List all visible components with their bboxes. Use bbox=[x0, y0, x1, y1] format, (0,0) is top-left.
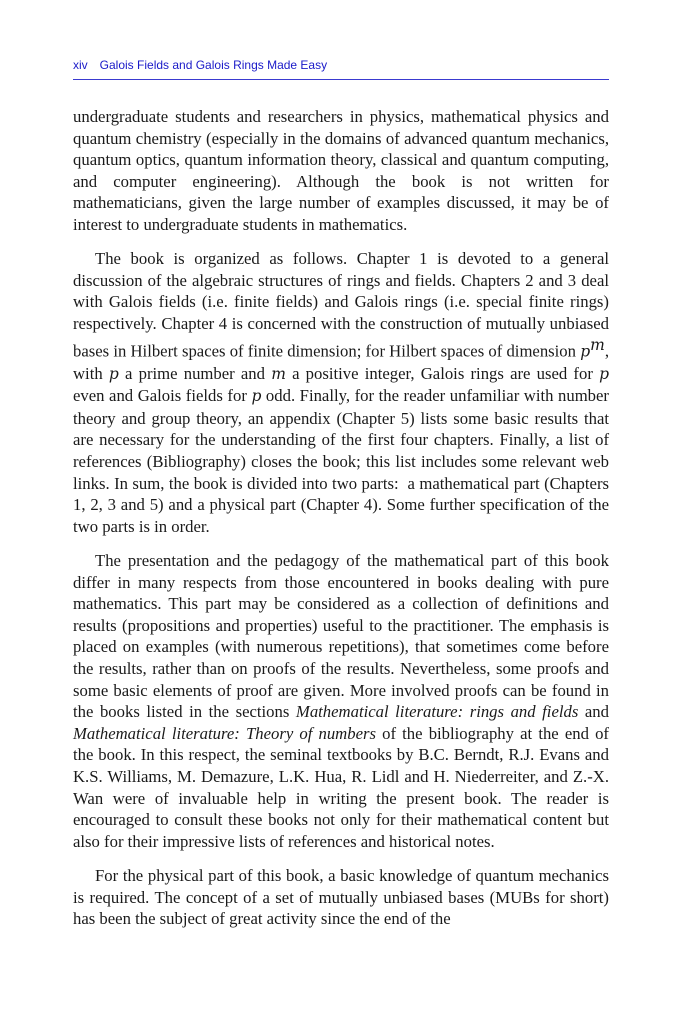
body-text bbox=[73, 106, 609, 942]
paragraph-1-text: undergraduate students and researchers in physics, mathematical physics and quantum chemistry (especially in the domains of advanced quantum mechanics, quantum optics, quantum information theory, classical and quantum computing, and computer engineering). Although the book is not written for mathematicians, given the large number of examples discussed, it may be of interest to undergraduate students in mathematics. bbox=[73, 107, 609, 234]
paragraph-3-part-b: and bbox=[578, 702, 609, 722]
page-number: xiv bbox=[73, 58, 88, 72]
running-header bbox=[73, 58, 609, 80]
book-title: Galois Fields and Galois Rings Made Easy bbox=[99, 58, 328, 72]
paragraph-4-text: For the physical part of this book, a basic knowledge of quantum mechanics is required. The concept of a set of mutually unbiased bases (MUBs for short) has been the subject of great activity since the end of the bbox=[73, 865, 609, 929]
italic-section-title-numbers: Mathematical literature: Theory of numbers bbox=[73, 723, 376, 743]
paragraph-2-part-c: a prime number and bbox=[118, 363, 272, 383]
math-p: p bbox=[580, 342, 591, 361]
paragraph-2-part-a: The book is organized as follows. Chapter 1 is devoted to a general discussion of the algebraic structures of rings and fields. Chapters 2 and 3 deal with Galois fields (i.e. finite fields) and Galois rings (i.e. special finite rings) respectively. Chapter 4 is concerned with the construction of mutually unbiased bases in Hilbert spaces of finite dimension; for Hilbert spaces of dimension bbox=[73, 249, 609, 361]
math-p: p bbox=[599, 364, 610, 383]
paragraph-2-part-b: , with bbox=[73, 341, 609, 383]
italic-section-title-rings-fields: Mathematical literature: rings and fields bbox=[295, 702, 579, 722]
paragraph-2-part-e: even and Galois fields for bbox=[73, 386, 252, 406]
math-m-superscript: m bbox=[590, 335, 605, 354]
math-p: p bbox=[251, 387, 262, 406]
paragraph-4 bbox=[73, 865, 609, 930]
paragraph-2 bbox=[73, 248, 609, 537]
math-m: m bbox=[271, 364, 286, 383]
math-p: p bbox=[108, 364, 119, 383]
paragraph-2-part-d: a positive integer, Galois rings are used for bbox=[285, 363, 600, 383]
paragraph-3 bbox=[73, 550, 609, 852]
paragraph-1 bbox=[73, 106, 609, 236]
paragraph-2-part-f: odd. Finally, for the reader unfamiliar with number theory and group theory, an appendix (Chapter 5) lists some basic results that are necessary for the understanding of the first four chapters. Finally, a list of references (Bibliography) closes the book; this list includes some relevant web links. In sum, the book is divided into two parts: a mathematical part (Chapters 1, 2, 3 and 5) and a physical part (Chapter 4). Some further specification of the two parts is in order. bbox=[73, 386, 609, 536]
paragraph-3-part-c: of the bibliography at the end of the book. In this respect, the seminal textbooks by B.C. Berndt, R.J. Evans and K.S. Williams, M. Demazure, L.K. Hua, R. Lidl and H. Niederreiter, and Z.-X. Wan were of invaluable help in writing the present book. The reader is encouraged to consult these books not only for their mathematical content but also for their impressive lists of references and historical notes. bbox=[73, 723, 609, 851]
paragraph-3-part-a: The presentation and the pedagogy of the mathematical part of this book differ in many respects from those encountered in books dealing with pure mathematics. This part may be considered as a collection of definitions and results (propositions and properties) useful to the practitioner. The emphasis is placed on examples (with numerous repetitions), that sometimes come before the results, rather than on proofs of the results. Nevertheless, some proofs and some basic elements of proof are given. More involved proofs can be found in the books listed in the sections bbox=[73, 551, 609, 722]
